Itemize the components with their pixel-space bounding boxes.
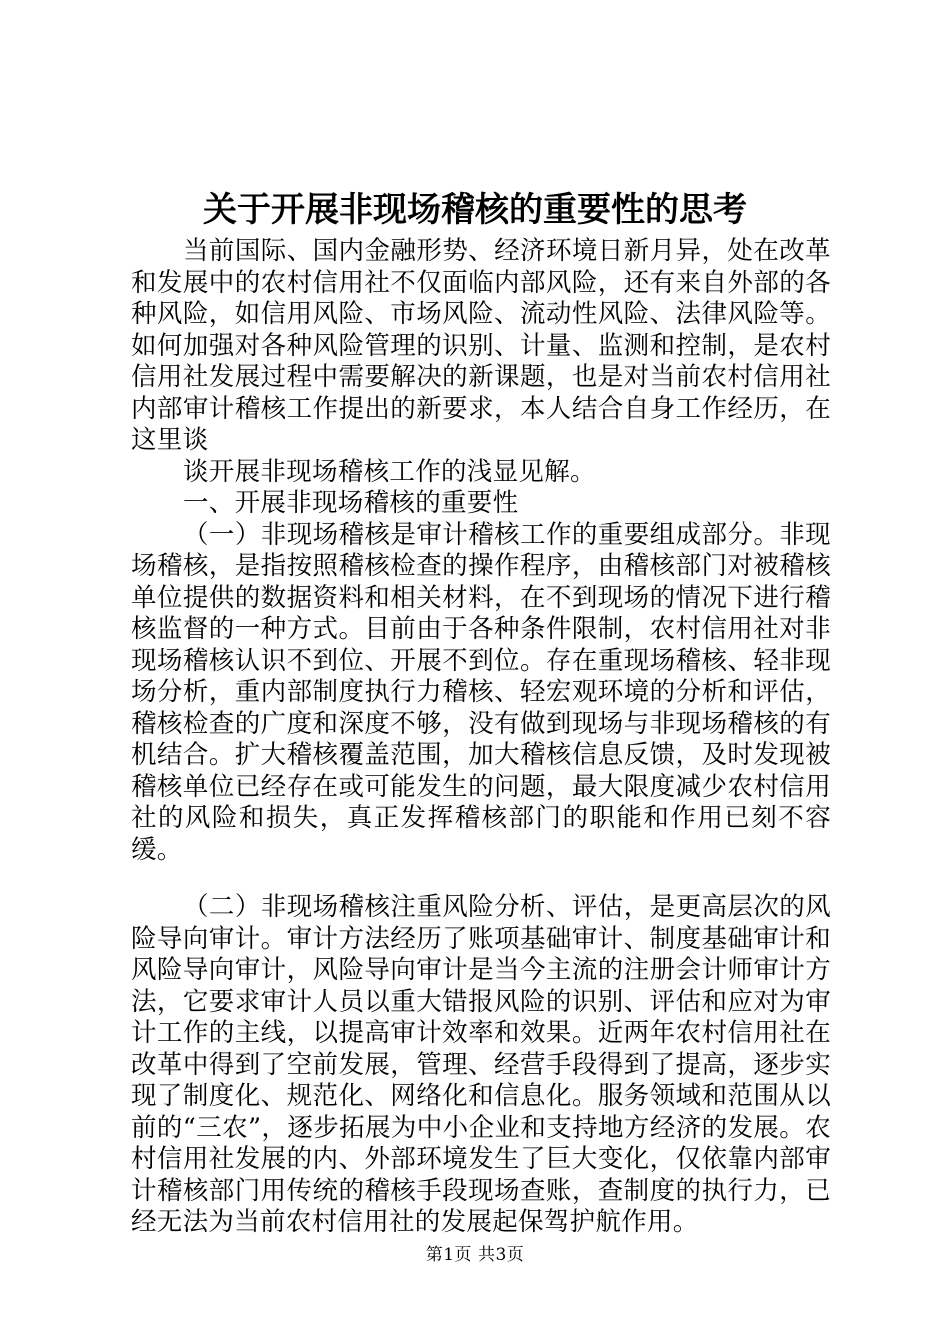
document-body (131, 236, 831, 1239)
paragraph-point-1: （一）非现场稽核是审计稽核工作的重要组成部分。非现场稽核，是指按照稽核检查的操作程序，由稽核部门对被稽核单位提供的数据资料和相关材料，在不到现场的情况下进行稽核监督的一种方式。目前由于各种条件限制，农村信用社对非现场稽核认识不到位、开展不到位。存在重现场稽核、轻非现场分析，重内部制度执行力稽核、轻宏观环境的分析和评估，稽核检查的广度和深度不够，没有做到现场与非现场稽核的有机结合。扩大稽核覆盖范围，加大稽核信息反馈，及时发现被稽核单位已经存在或可能发生的问题，最大限度减少农村信用社的风险和损失，真正发挥稽核部门的职能和作用已刻不容缓。 (131, 519, 831, 865)
paragraph-intro-continued: 谈开展非现场稽核工作的浅显见解。 (183, 456, 596, 487)
section-heading-1: 一、开展非现场稽核的重要性 (183, 488, 519, 518)
page-footer: 第1页 共3页 (425, 1245, 525, 1265)
paragraph-point-2: （二）非现场稽核注重风险分析、评估，是更高层次的风险导向审计。审计方法经历了账项基础审计、制度基础审计和风险导向审计，风险导向审计是当今主流的注册会计师审计方法，它要求审计人员以重大错报风险的识别、评估和应对为审计工作的主线，以提高审计效率和效果。近两年农村信用社在改革中得到了空前发展，管理、经营手段得到了提高，逐步实现了制度化、规范化、网络化和信息化。服务领域和范围从以前的“三农”，逐步拓展为中小企业和支持地方经济的发展。农村信用社发展的内、外部环境发生了巨大变化，仅依靠内部审计稽核部门用传统的稽核手段现场查账，查制度的执行力，已经无法为当前农村信用社的发展起保驾护航作用。 (131, 892, 831, 1237)
document-title: 关于开展非现场稽核的重要性的思考 (203, 190, 747, 230)
paragraph-intro: 当前国际、国内金融形势、经济环境日新月异，处在改革和发展中的农村信用社不仅面临内部风险，还有来自外部的各种风险，如信用风险、市场风险、流动性风险、法律风险等。如何加强对各种风险管理的识别、计量、监测和控制，是农村信用社发展过程中需要解决的新课题，也是对当前农村信用社内部审计稽核工作提出的新要求，本人结合自身工作经历，在这里谈 (131, 236, 831, 455)
